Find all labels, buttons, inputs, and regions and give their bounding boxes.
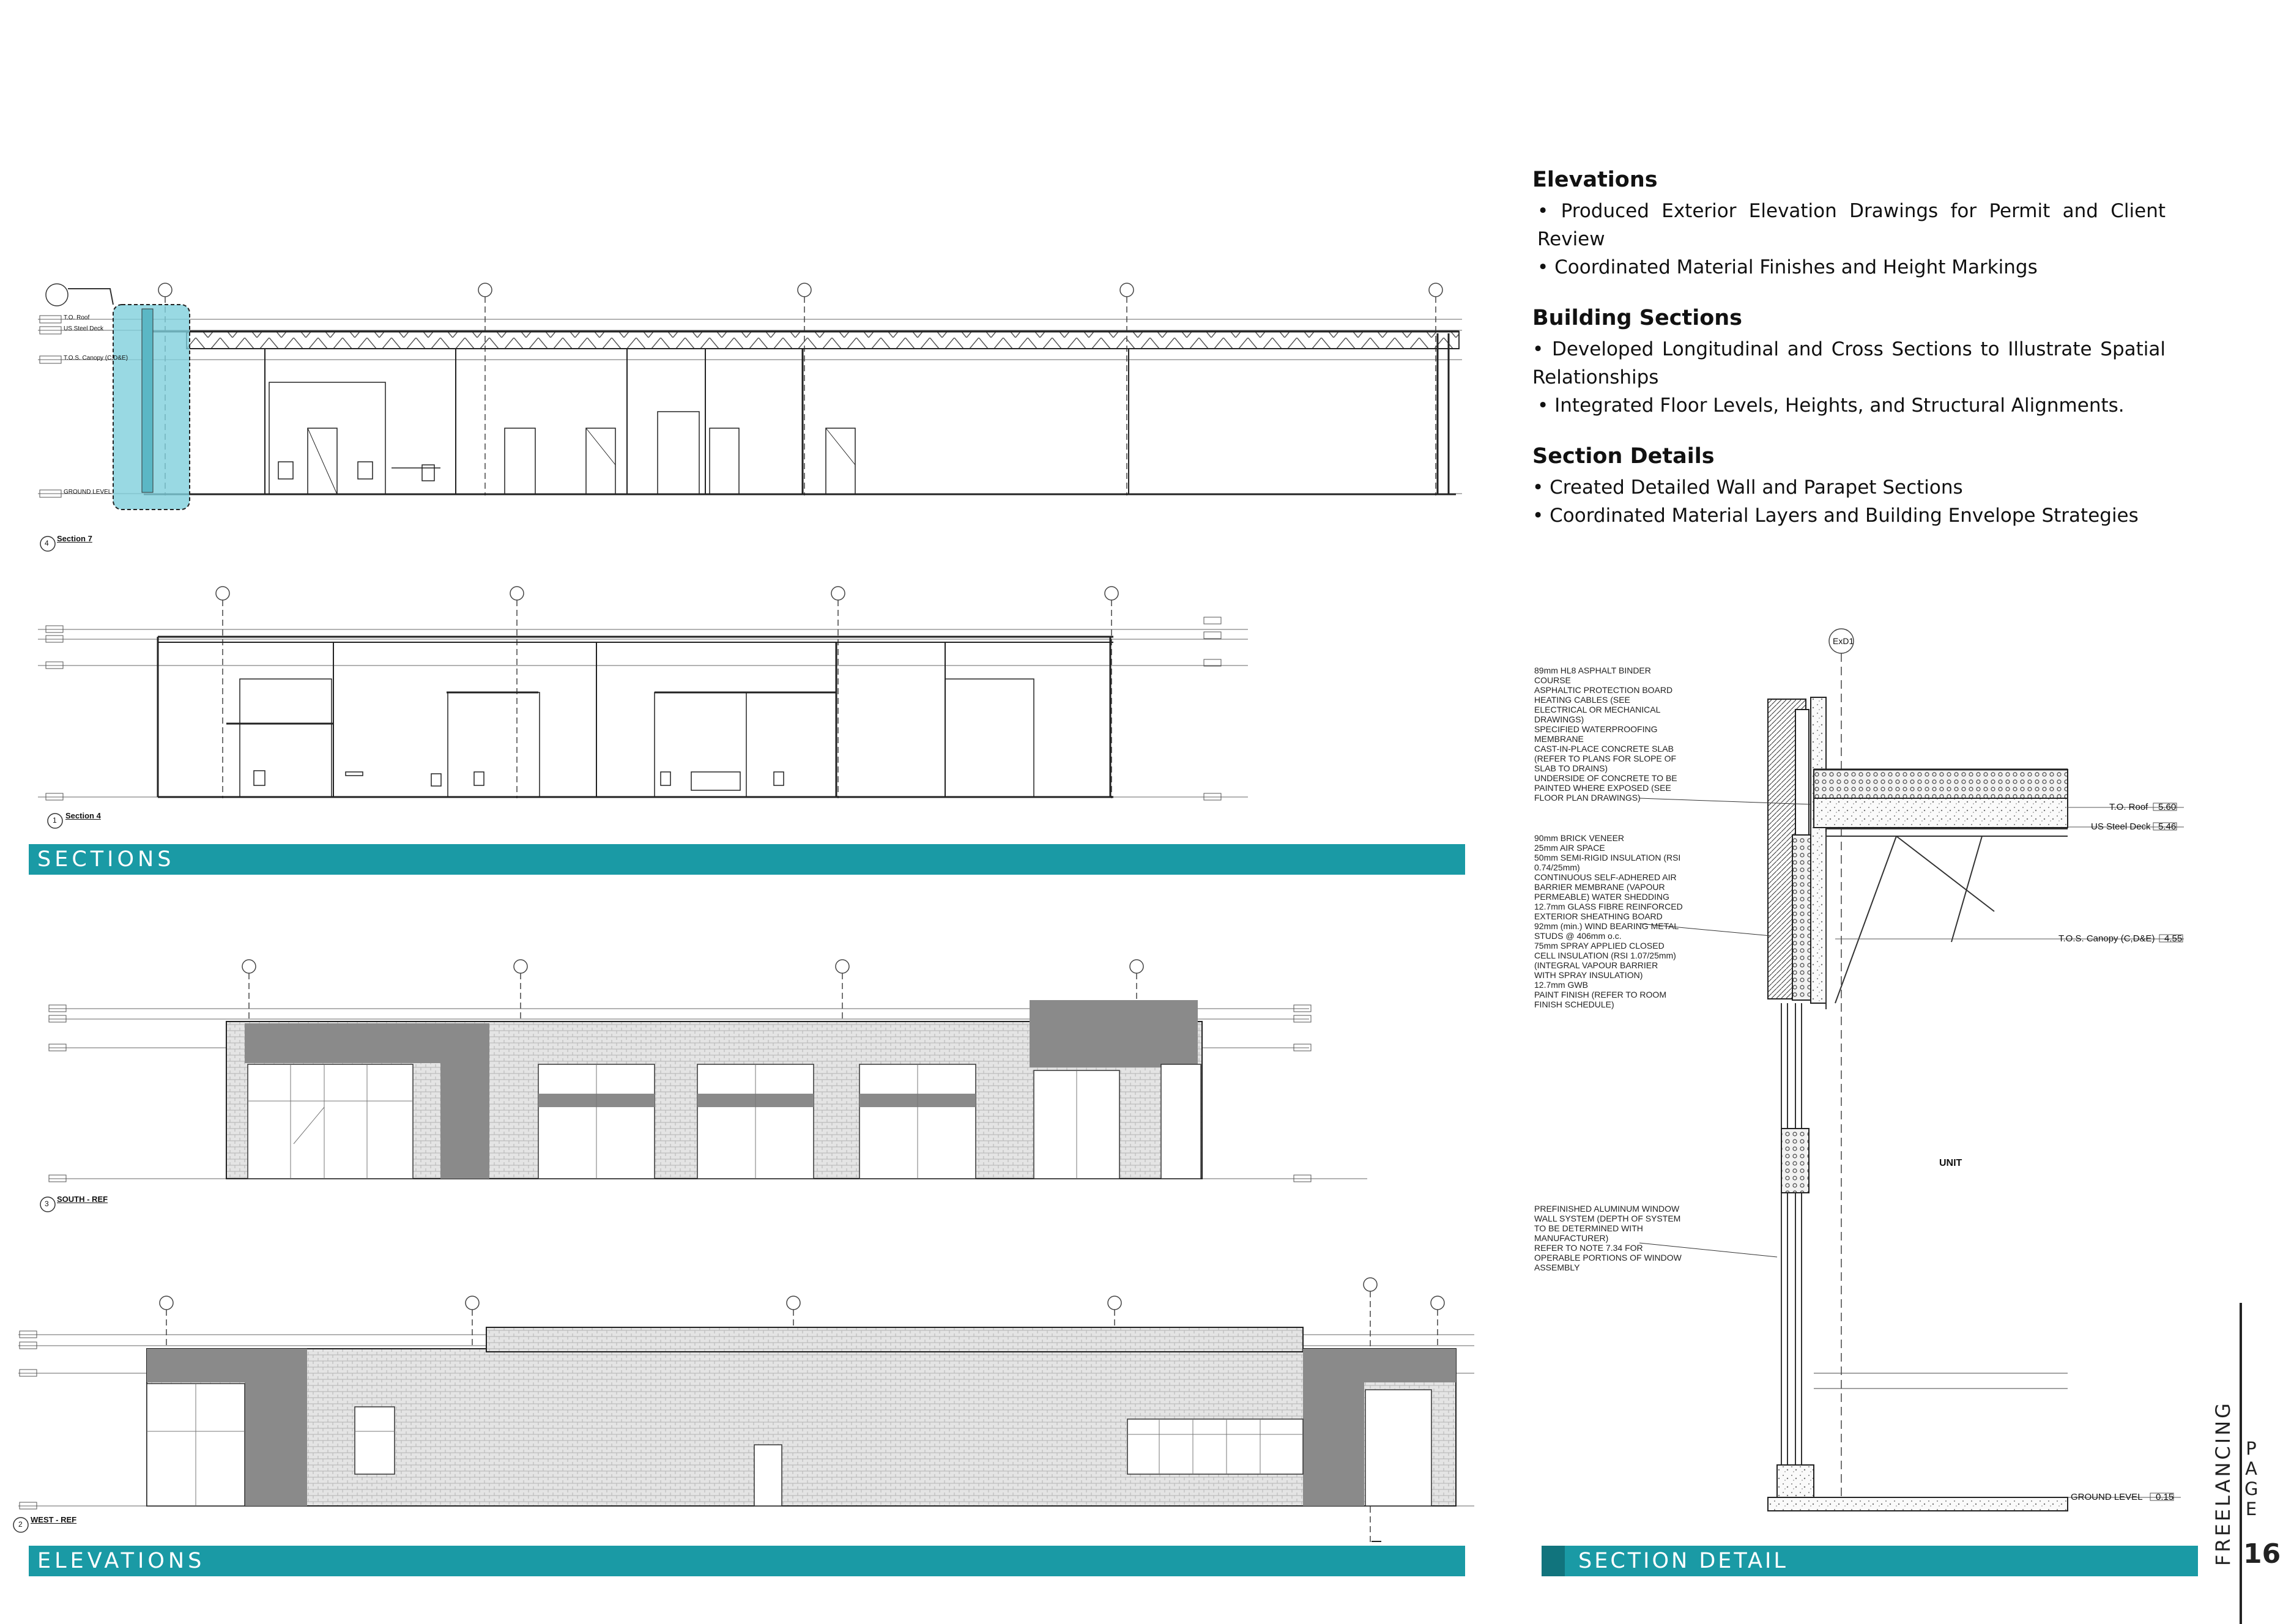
detail-roof-level-label: T.O. Roof — [2109, 802, 2148, 812]
detail-window-notes: PREFINISHED ALUMINUM WINDOW WALL SYSTEM (DEPTH OF SYSTEM TO BE DETERMINED WITH MANUFACTURER) REFER TO NOTE 7.34 FOR OPERABLE PORTIONS OF WINDOW ASSEMBLY — [1534, 1204, 1682, 1272]
page-number: 16 — [2243, 1538, 2281, 1570]
section-details-item: • Coordinated Material Layers and Building Envelope Strategies — [1532, 505, 2139, 527]
detail-unit-label: UNIT — [1939, 1158, 1962, 1168]
level-roof-label: T.O. Roof — [64, 314, 90, 321]
section-detail-band — [1542, 1546, 2198, 1576]
south-elevation-title — [57, 1195, 108, 1204]
section-4-title-text: Section 4 — [65, 811, 101, 820]
section-7-title-text: Section 7 — [57, 534, 92, 543]
south-elevation-number: 3 — [45, 1199, 49, 1208]
section-7-drawing — [38, 283, 1462, 510]
category-label: FREELANCING — [2211, 1401, 2235, 1566]
level-deck-label: US Steel Deck — [64, 325, 104, 332]
detail-canopy-level-label: T.O.S. Canopy (C,D&E) — [2058, 933, 2155, 944]
building-sections-notes — [1532, 305, 2166, 420]
detail-roof-level-value: 5.60 — [2158, 802, 2177, 812]
section-detail-band-accent — [1542, 1546, 1565, 1576]
west-elevation-title-text: WEST - REF — [31, 1515, 77, 1524]
west-elevation-title — [31, 1515, 76, 1524]
section-4-number: 1 — [53, 816, 57, 825]
section-4-drawing — [38, 587, 1248, 800]
level-canopy-label: T.O.S. Canopy (C,D&E) — [64, 355, 128, 362]
elevations-band-label: ELEVATIONS — [37, 1549, 206, 1573]
west-elevation-number: 2 — [18, 1520, 23, 1529]
sections-band — [29, 844, 1465, 875]
west-elevation-drawing — [18, 1278, 1474, 1548]
building-sections-item: • Developed Longitudinal and Cross Sections to Illustrate Spatial Relationships — [1532, 338, 2166, 388]
section-details-heading: Section Details — [1532, 444, 1715, 469]
building-sections-heading: Building Sections — [1532, 306, 1743, 330]
detail-ground-level-value: 0.15 — [2156, 1492, 2174, 1502]
south-elevation-title-text: SOUTH - REF — [57, 1195, 108, 1204]
elevations-notes — [1532, 166, 2166, 281]
elevations-item: • Produced Exterior Elevation Drawings for Permit and Client Review — [1537, 200, 2166, 250]
section-7-title — [57, 534, 92, 543]
detail-canopy-level-value: 4.55 — [2164, 933, 2183, 944]
elevations-heading: Elevations — [1532, 168, 1658, 192]
detail-deck-level-value: 5.46 — [2158, 821, 2177, 832]
detail-roof-notes: 89mm HL8 ASPHALT BINDER COURSE ASPHALTIC PROTECTION BOARD HEATING CABLES (SEE ELECTRICAL OR MECHANICAL DRAWINGS) SPECIFIED WATERPROOFING MEMBRANE CAST-IN-PLACE CONCRETE SLAB (REFER TO PLANS FOR SLOPE OF SLAB TO DRAINS) UNDERSIDE OF CONCRETE TO BE PAINTED WHERE EXPOSED (SEE FLOOR PLAN DRAWINGS) — [1534, 666, 1677, 803]
elevations-band — [29, 1546, 1465, 1576]
section-details-notes — [1532, 443, 2166, 530]
section-detail-band-label: SECTION DETAIL — [1578, 1549, 1788, 1573]
building-sections-item: • Integrated Floor Levels, Heights, and Structural Alignments. — [1537, 395, 2125, 417]
section-4-title — [65, 811, 101, 820]
detail-wall-notes: 90mm BRICK VENEER 25mm AIR SPACE 50mm SEMI-RIGID INSULATION (RSI 0.74/25mm) CONTINUOUS SELF-ADHERED AIR BARRIER MEMBRANE (VAPOUR PERMEABLE) WATER SHEDDING 12.7mm GLASS FIBRE REINFORCED EXTERIOR SHEATHING BOARD 92mm (min.) WIND BEARING METAL STUDS @ 406mm o.c. 75mm SPRAY APPLIED CLOSED CELL INSULATION (RSI 1.07/25mm) (INTEGRAL VAPOUR BARRIER WITH SPRAY INSULATION) 12.7mm GWB PAINT FINISH (REFER TO ROOM FINISH SCHEDULE) — [1534, 833, 1683, 1009]
level-ground-label: GROUND LEVEL — [64, 489, 112, 495]
detail-deck-level-label: US Steel Deck — [2091, 821, 2151, 832]
section-7-number: 4 — [45, 539, 49, 547]
south-elevation-drawing — [49, 960, 1367, 1182]
detail-grid-tag: ExD1 — [1833, 636, 1854, 646]
elevations-item: • Coordinated Material Finishes and Height Markings — [1537, 256, 2038, 278]
section-detail-drawing — [1639, 629, 2184, 1511]
detail-ground-level-label: GROUND LEVEL — [2071, 1492, 2143, 1502]
project-notes — [1532, 166, 2166, 553]
sections-band-label: SECTIONS — [37, 847, 175, 872]
section-details-item: • Created Detailed Wall and Parapet Sections — [1532, 476, 1963, 499]
page-word: PAGE — [2244, 1438, 2259, 1519]
